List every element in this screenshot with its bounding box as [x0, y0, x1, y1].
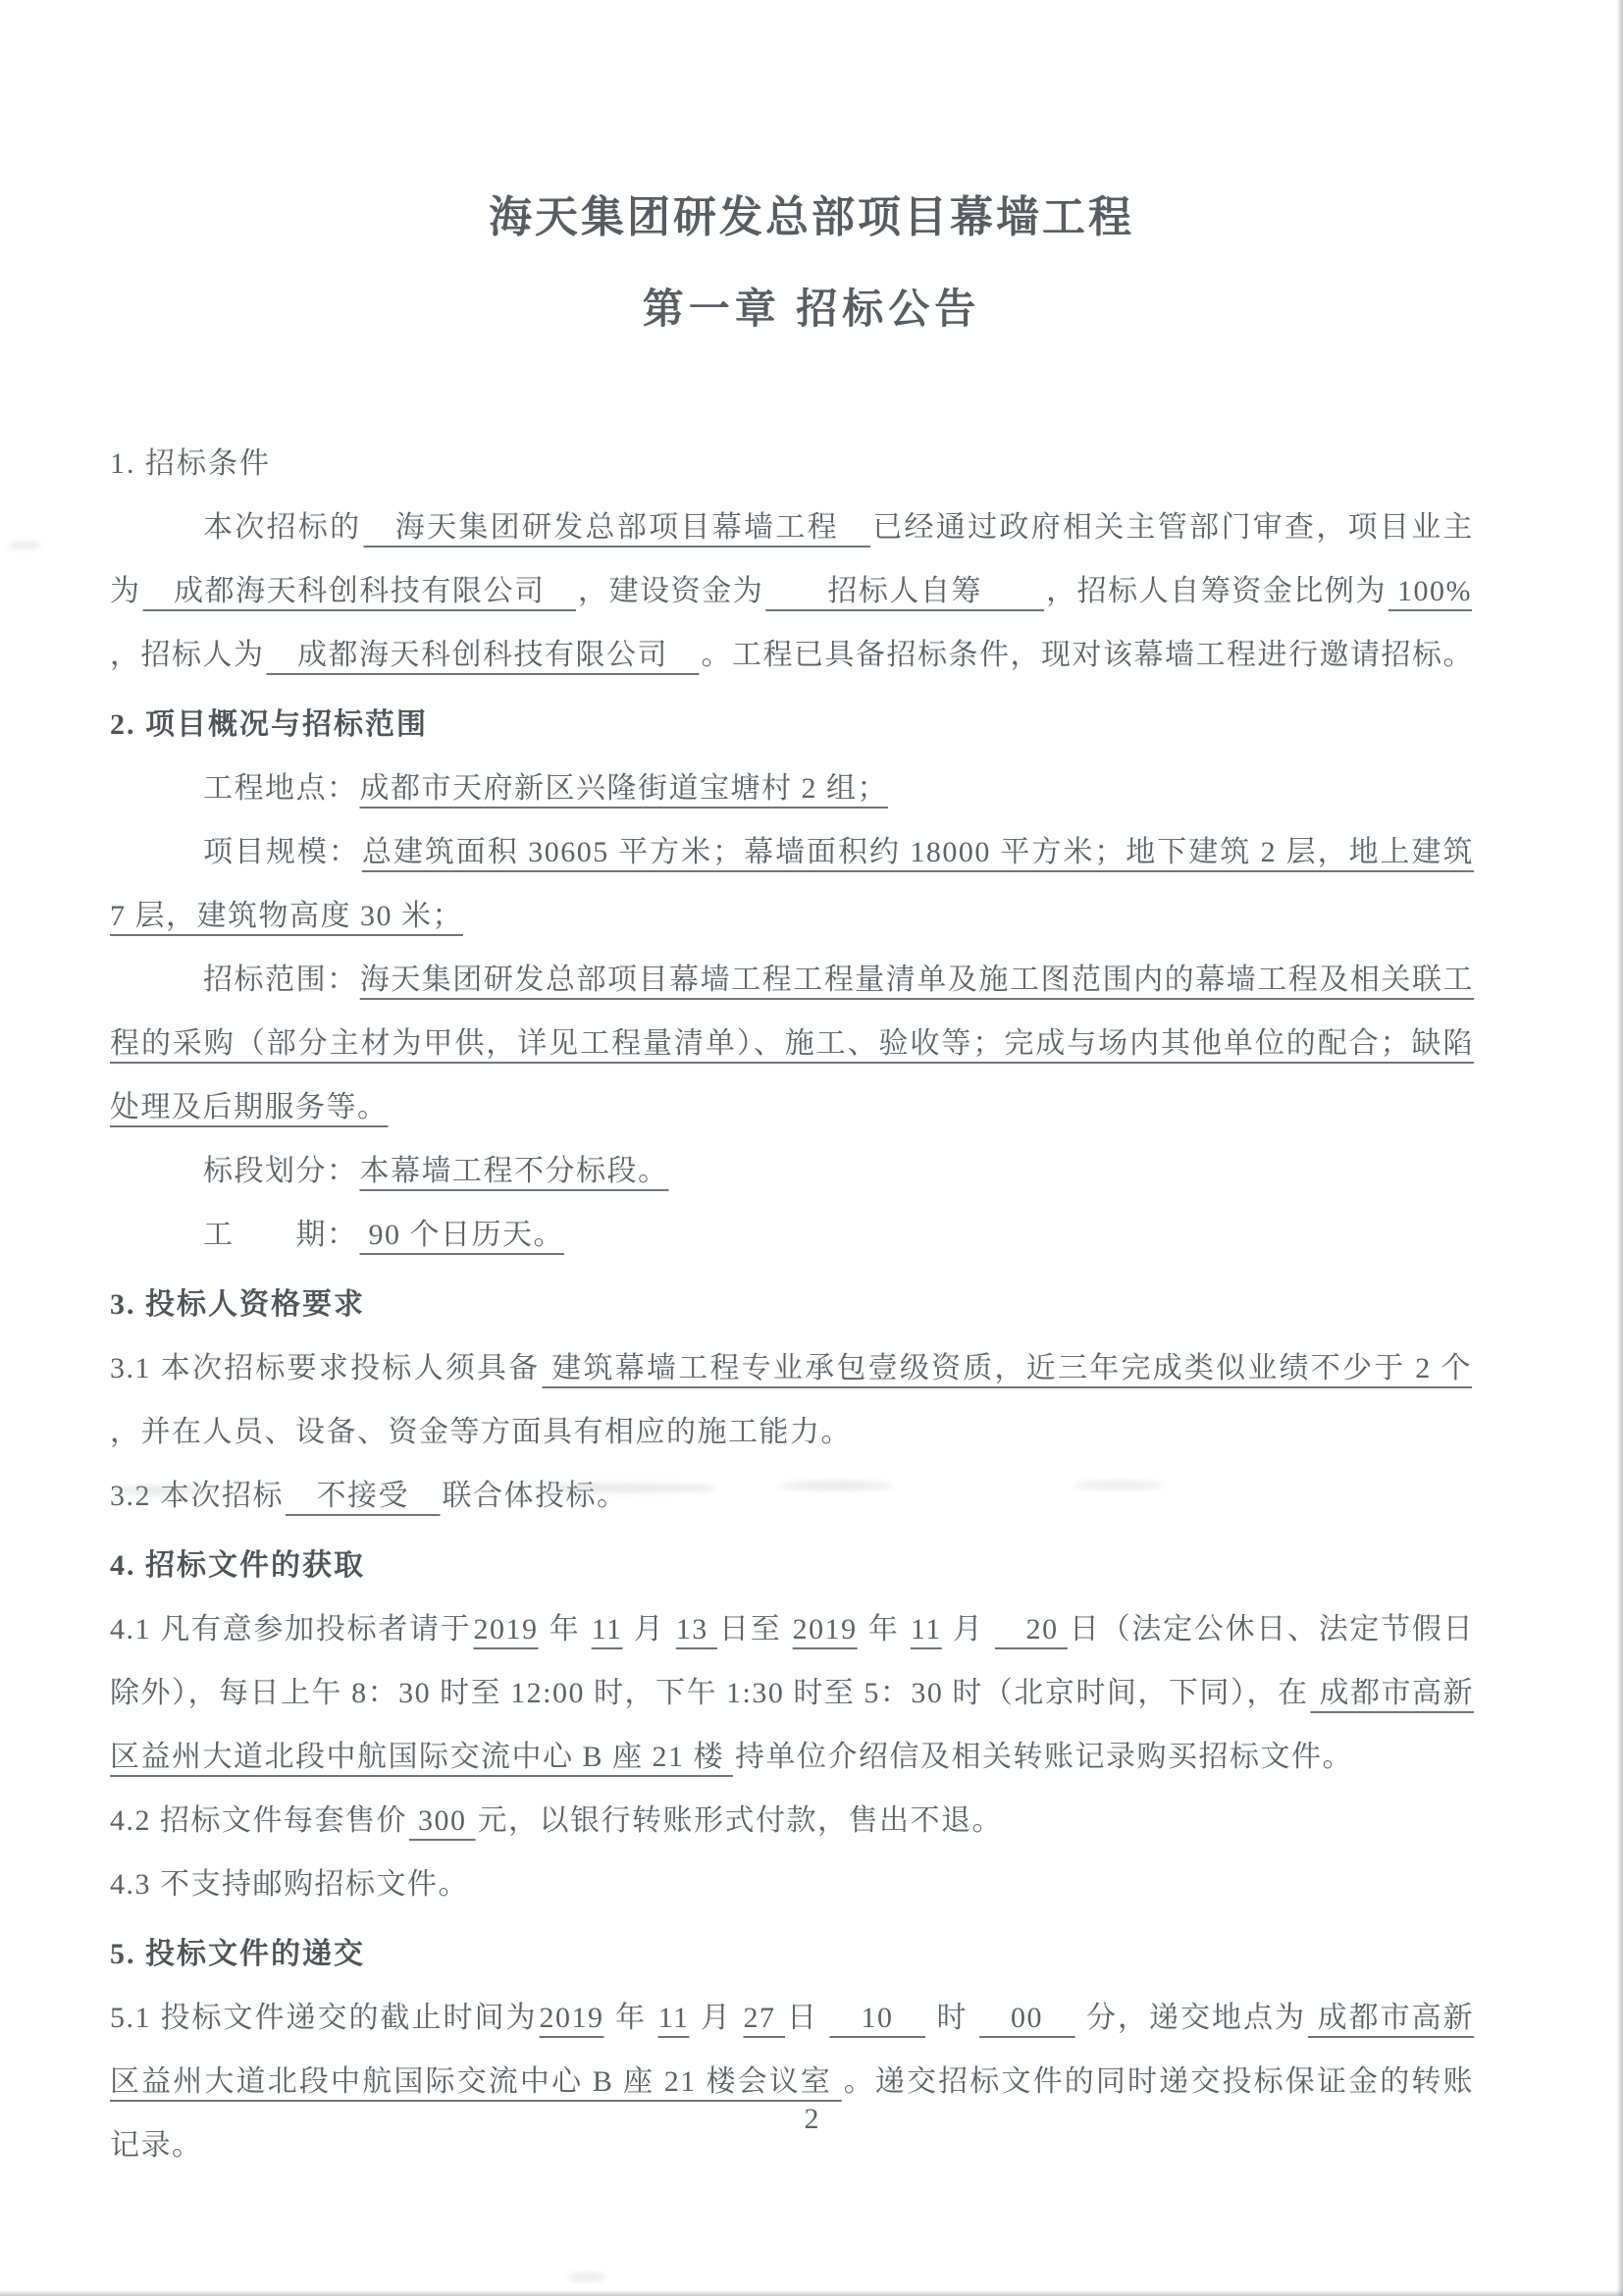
text-run: 项目规模：	[203, 836, 360, 868]
text-run: 4.3 不支持邮购招标文件。	[110, 1868, 469, 1901]
scan-smudge	[113, 1486, 211, 1495]
paragraph-4-2-document-price	[110, 1789, 1474, 1852]
filled-blank-value: 成都海天科创科技有限公司	[142, 575, 577, 607]
scan-edge-right	[1616, 0, 1623, 2296]
filled-blank-value: 成都市天府新区兴隆街道宝塘村 2 组；	[359, 772, 888, 805]
section-3-heading: 3. 投标人资格要求	[110, 1288, 365, 1321]
text-run: 月	[943, 1613, 993, 1645]
text-run: 已经通过政府相关主管部门审查，项目业主为	[110, 511, 1475, 607]
filled-blank-value: 成都海天科创科技有限公司	[266, 639, 700, 671]
paragraph-project-location	[110, 757, 1474, 820]
filled-blank-value: 13	[675, 1613, 717, 1645]
text-run: ，并在人员、设备、资金等方面具有相应的施工能力。	[110, 1416, 852, 1448]
filled-blank-value: 20	[994, 1613, 1068, 1645]
paragraph-3-1-qualification	[110, 1336, 1474, 1464]
filled-blank-value: 招标人自筹	[765, 575, 1045, 607]
filled-blank-value: 100%	[1388, 575, 1473, 607]
section-4-heading: 4. 招标文件的获取	[110, 1549, 365, 1582]
scan-smudge	[8, 542, 41, 549]
text-run: ，招标人为	[110, 639, 265, 671]
filled-blank-value: 本幕墙工程不分标段。	[359, 1155, 669, 1187]
text-run: ，招标人自筹资金比例为	[1046, 575, 1387, 607]
filled-blank-value: 成都市高新区益州大道北段中航国际交流中心 B 座 21 楼	[110, 1677, 1475, 1773]
paragraph-4-1-document-purchase	[110, 1597, 1474, 1789]
filled-blank-value: 11	[657, 2002, 690, 2034]
paragraph-section-division	[110, 1139, 1474, 1203]
filled-blank-value: 2019	[792, 1613, 858, 1645]
text-run: 5.1 投标文件递交的截止时间为	[110, 2002, 538, 2034]
text-run: 分，递交地点为	[1076, 2002, 1307, 2034]
paragraph-5-1-submission-deadline	[110, 1986, 1474, 2177]
paragraph-4-3-no-mail-order	[110, 1852, 1474, 1916]
document-body	[110, 432, 1474, 2177]
text-run: 年	[605, 2002, 656, 2034]
text-run: 标段划分：	[203, 1155, 358, 1187]
text-run: 本次招标的	[203, 511, 362, 544]
filled-blank-value: 2019	[539, 2002, 604, 2034]
paragraph-construction-period	[110, 1203, 1474, 1267]
scan-smudge	[535, 1483, 716, 1493]
filled-blank-value: 27	[743, 2002, 785, 2034]
filled-blank-value: 90 个日历天。	[359, 1219, 564, 1251]
page-number: 2	[804, 2103, 819, 2135]
text-run: 年	[859, 1613, 909, 1645]
text-run: 3.1 本次招标要求投标人须具备	[110, 1352, 541, 1384]
text-run: ，建设资金为	[578, 575, 764, 607]
text-run: 时	[927, 2002, 978, 2034]
section-5-heading: 5. 投标文件的递交	[110, 1938, 365, 1970]
scan-smudge	[1074, 1481, 1163, 1489]
text-run: 持单位介绍信及相关转账记录购买招标文件。	[735, 1741, 1354, 1773]
filled-blank-value: 海天集团研发总部项目幕墙工程	[363, 511, 871, 544]
text-run: 月	[624, 1613, 674, 1645]
filled-blank-value: 300	[409, 1804, 476, 1837]
section-1-heading: 1. 招标条件	[110, 447, 271, 480]
text-run: 月	[691, 2002, 742, 2034]
document-title: 海天集团研发总部项目幕墙工程	[489, 193, 1134, 241]
filled-blank-value: 11	[591, 1613, 623, 1645]
filled-blank-value: 2019	[473, 1613, 539, 1645]
filled-blank-value: 建筑幕墙工程专业承包壹级资质，近三年完成类似业绩不少于 2 个	[542, 1352, 1473, 1384]
text-run: 4.2 招标文件每套售价	[110, 1804, 407, 1837]
filled-blank-value: 总建筑面积 30605 平方米；幕墙面积约 18000 平方米；地下建筑 2 层，地上建筑 7 层，建筑物高度 30 米；	[110, 836, 1475, 932]
filled-blank-value: 11	[910, 1613, 942, 1645]
paragraph-3-2-consortium	[110, 1464, 1474, 1528]
paragraph-bid-conditions	[110, 496, 1474, 687]
chapter-heading: 第一章 招标公告	[642, 287, 981, 333]
text-run: 工程地点：	[203, 772, 358, 805]
filled-blank-value: 海天集团研发总部项目幕墙工程工程量清单及施工图范围内的幕墙工程及相关联工程的采购（部分主材为甲供，详见工程量清单）、施工、验收等；完成与场内其他单位的配合；缺陷处理及后期服务等。	[110, 964, 1474, 1123]
filled-blank-value: 10	[829, 2002, 926, 2034]
text-run: 工 期：	[203, 1219, 358, 1251]
text-run: 年	[540, 1613, 590, 1645]
paragraph-bid-scope	[110, 948, 1474, 1139]
text-run: 联合体投标。	[442, 1480, 628, 1512]
scan-edge-bottom	[0, 2290, 1623, 2296]
text-run: 日	[786, 2002, 828, 2034]
text-run: 3.2 本次招标	[110, 1480, 284, 1512]
scan-smudge	[780, 1481, 893, 1490]
filled-blank-value: 成都市高新区益州大道北段中航国际交流中心 B 座 21 楼会议室	[110, 2002, 1475, 2098]
text-run: 4.1 凡有意参加投标者请于	[110, 1613, 472, 1645]
filled-blank-value: 00	[979, 2002, 1075, 2034]
text-run: 。工程已具备招标条件，现对该幕墙工程进行邀请招标。	[701, 639, 1474, 671]
text-run: 日至	[718, 1613, 791, 1645]
section-2-heading: 2. 项目概况与招标范围	[110, 708, 428, 741]
scan-smudge	[567, 2272, 606, 2281]
text-run: 元，以银行转账形式付款，售出不退。	[477, 1804, 1003, 1837]
text-run: 。递交招标文件的同时递交投标保证金的转账记录。	[110, 2065, 1475, 2162]
text-run: 日（法定公休日、法定节假日除外），每日上午 8：30 时至 12:00 时，下午 1:30 时至 5：30 时（北京时间，下同），在	[110, 1613, 1475, 1709]
paragraph-project-scale	[110, 820, 1474, 948]
filled-blank-value: 不接受	[286, 1480, 441, 1512]
text-run: 招标范围：	[203, 964, 358, 996]
